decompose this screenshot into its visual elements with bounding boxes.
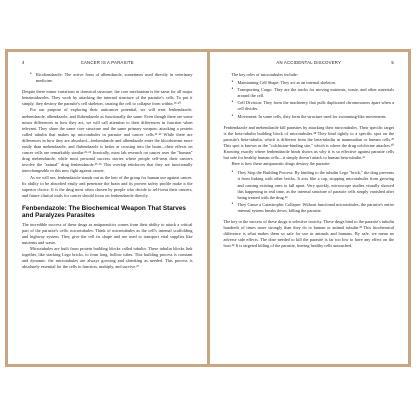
list-item: • They Cause a Catastrophic Collapse: Without functional microtubules, the parasite's entire internal system breaks down, killing the parasite. <box>238 202 395 214</box>
paragraph: For our purpose of exploring their anticancer potential, we will treat fenbendazole, mebendazole, albendazole, and flubendazole as functionally the same. Even though there are some minor differences in how they act, we will call attention to their differences in function when relevant. They share the same core structure and the same primary weapon: attacking a protein called tubulin that makes up microtubules in parasite and cancer cells.²¹·²² While there are differences in how they are absorbed—fenbendazole and albendazole enter the bloodstream more easily than mebendazole, and flubendazole is better at crossing into the brain—their effects on cancer cells are remarkably similar.²³·²⁴ Ironically, most lab research on cancer uses the "human" drug mebendazole, while most personal success stories where people self-treat their cancers involve the "animal" drug fenbendazole.²⁵·²⁶ This overlap reinforces that they are functionally interchangeable in this new fight against cancer. <box>22 107 193 174</box>
book-spread <box>5 49 411 367</box>
running-header-left <box>22 58 193 66</box>
paragraph: Here is how these antiparasitic drugs destroy the parasite: <box>231 161 331 167</box>
section-heading: Fenbendazole: The Biochemical Weapon That Starves and Paralyzes Parasites <box>22 204 186 220</box>
paragraph: Despite these minor variations in chemical structure, the core mechanism is the same for all major benzimidazoles. They work by attacking the internal structure of the parasite's cells. To put it simply, they destroy the parasite's cell skeleton, causing the cell to collapse from within.¹⁹·²⁰ <box>22 89 193 107</box>
bullet-list <box>224 80 395 120</box>
list-item: • Movement: In some cells, they form the structure used for swimming-like movements. <box>238 114 395 120</box>
list-item: • Maintaining Cell Shape: They act as an internal skeleton. <box>238 80 395 86</box>
running-head-title: CANCER IS A PARASITE <box>80 59 134 65</box>
bullet-list <box>22 72 193 84</box>
paragraph: As we will see, fenbendazole stands out as the heir of the group for human use against cancer. Its ability to be absorbed easily and penetrate the brain and its proven safety profile make it the superior choice. It is the drug most often chosen by people who decide to self-treat their cancers, and future clinical trials for cancer should focus on fenbendazole directly. <box>22 174 193 198</box>
paragraph: The incredible success of these drugs as antiparasitics comes from their ability to attack a critical part of the parasite's cells: microtubules. Think of microtubules as the cell's internal scaffolding and highway system. They give the cell its shape and are used to transport vital supplies like nutrients and waste. <box>22 221 193 245</box>
page-number: 5 <box>391 59 394 65</box>
paragraph: The key to the success of these drugs is selective toxicity. These drugs bind to the parasite's tubulin hundreds of times more strongly than they do to human or animal tubulin.³³ This biochemical difference is what makes them so safe for use in animals and humans. By safe, we mean no adverse side effects. The dose needed to kill the parasite is far too low to have any effect on the host.³⁴ It is targeted killing of the parasite, leaving healthy cells untouched. <box>223 218 394 249</box>
running-head-title: AN ACCIDENTAL DISCOVERY <box>276 59 342 65</box>
paragraph: The key roles of microtubules include: <box>231 72 298 77</box>
paragraph: Fenbendazole and mebendazole kill parasites by attacking their microtubules. Their specific target is the beta-tubulin building block of microtubules.²⁸ They bind tightly to a specific spot on the parasite's beta-tubulin, which is different from the beta-tubulin in mammalian or human cells.²⁹ This spot is known as the "colchicine-binding site," which is where the drug colchicine attaches.³⁰ Knowing exactly where fenbendazole binds shows us why it is so effective against parasite cells but safe for healthy human cells—it simply doesn't attach to human beta-tubulin.³¹ <box>223 124 394 161</box>
right-page <box>210 52 409 364</box>
list-item: • Transporting Cargo: They are the tracks for moving nutrients, waste, and other materials around the cell. <box>238 87 395 99</box>
list-item: • They Stop the Building Process: By binding to the tubulin Lego "brick," the drug prevents it from linking with other bricks. It acts like a cap, stopping microtubules from growing and causing existing ones to fall apart. Very quickly, microscope studies visually showed this happening in real time, as the internal structure of parasite cells simply vanished after being treated with the drug.³² <box>238 170 395 200</box>
left-page <box>8 52 207 364</box>
bullet-list <box>224 170 395 214</box>
page-number: 4 <box>22 59 25 65</box>
list-item: • Cell Division: They form the machinery that pulls duplicated chromosomes apart when a cell divides. <box>238 100 395 112</box>
list-item: • Ricobendazole: The active form of albendazole, sometimes used directly in veterinary medicine. <box>36 72 193 84</box>
paragraph: Microtubules are built from protein building blocks called tubulin. These tubulin blocks link together, like stacking Lego bricks, to form long, hollow tubes. This building process is constant and dynamic: the microtubules are always growing and shrinking as needed. This process is absolutely essential for the cells to function, multiply, and survive.²⁷ <box>22 246 193 270</box>
running-header-right <box>224 58 395 66</box>
